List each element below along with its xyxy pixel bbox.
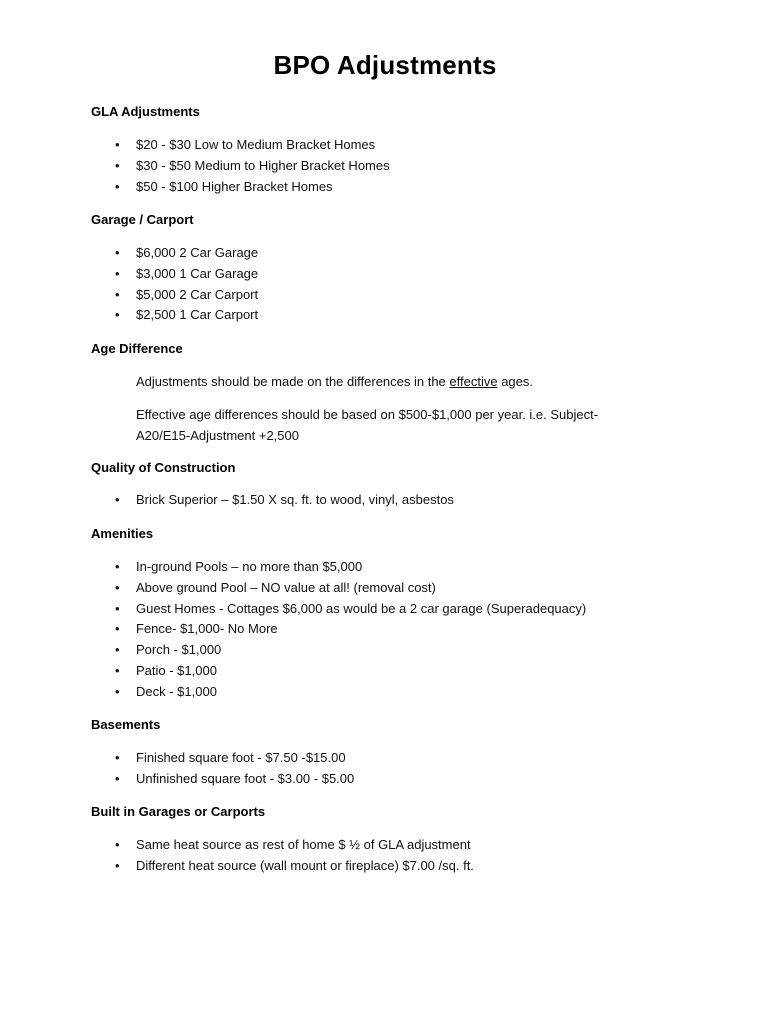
list-item [91, 243, 258, 264]
list-item [91, 264, 258, 285]
list-item [91, 748, 354, 769]
list-item [91, 661, 586, 682]
basements-list [91, 748, 354, 790]
section-heading-built-in: Built in Garages or Carports [91, 804, 266, 819]
list-item-text: $30 - $50 Medium to Higher Bracket Homes [136, 157, 390, 173]
list-item [91, 769, 354, 790]
gla-list [91, 135, 390, 197]
list-item-text: Porch - $1,000 [136, 642, 222, 658]
list-item [91, 177, 390, 198]
list-item [91, 490, 454, 511]
list-item [91, 156, 390, 177]
list-item-text: $3,000 1 Car Garage [136, 265, 259, 281]
section-heading-amenities: Amenities [91, 526, 154, 541]
list-item [91, 835, 474, 856]
age-paragraph-1 [136, 372, 656, 393]
bullet-icon: • [115, 137, 120, 152]
section-heading-basements: Basements [91, 717, 161, 732]
list-item-text: Unfinished square foot - $3.00 - $5.00 [136, 770, 355, 786]
list-item-text: $20 - $30 Low to Medium Bracket Homes [136, 137, 376, 152]
list-item-text: In-ground Pools – no more than $5,000 [136, 559, 363, 574]
bullet-icon: • [115, 750, 120, 765]
bullet-icon: • [115, 579, 120, 595]
list-item-text: $50 - $100 Higher Bracket Homes [136, 178, 333, 194]
list-item-text: Fence- $1,000- No More [136, 621, 278, 637]
list-item-text: Same heat source as rest of home $ ½ of GLA adjustment [136, 837, 471, 852]
bullet-icon: • [115, 559, 120, 574]
list-item [91, 599, 586, 620]
list-item-text: $2,500 1 Car Carport [136, 307, 259, 323]
bullet-icon: • [115, 683, 120, 699]
age-text-underlined: effective [449, 374, 498, 389]
age-paragraph-2: Effective age differences should be based on $500-$1,000 per year. i.e. Subject-A20/E15-Adjustment +2,500 [136, 407, 599, 443]
age-text-after: ages. [497, 374, 534, 389]
list-item [91, 557, 586, 578]
amenities-list [91, 557, 586, 703]
bullet-icon: • [115, 178, 120, 194]
list-item-text: $6,000 2 Car Garage [136, 245, 259, 260]
bullet-icon: • [115, 600, 120, 616]
bullet-icon: • [115, 492, 120, 507]
list-item [91, 285, 258, 306]
list-item-text: Brick Superior – $1.50 X sq. ft. to wood, vinyl, asbestos [136, 492, 454, 507]
bullet-icon: • [115, 307, 120, 323]
list-item [91, 578, 586, 599]
bullet-icon: • [115, 621, 120, 637]
list-item-text: Guest Homes - Cottages $6,000 as would be a 2 car garage (Superadequacy) [136, 600, 587, 616]
list-item-text: Above ground Pool – NO value at all! (removal cost) [136, 579, 436, 595]
bullet-icon: • [115, 245, 120, 260]
garage-list [91, 243, 258, 326]
list-item [91, 135, 390, 156]
list-item-text: Patio - $1,000 [136, 662, 217, 678]
bullet-icon: • [115, 157, 120, 173]
page-title: BPO Adjustments [273, 50, 497, 80]
bullet-icon: • [115, 770, 120, 786]
list-item [91, 640, 586, 661]
quality-list [91, 490, 454, 511]
bullet-icon: • [115, 265, 120, 281]
built-in-list [91, 835, 474, 877]
bullet-icon: • [115, 857, 120, 873]
list-item-text: $5,000 2 Car Carport [136, 286, 259, 302]
list-item-text: Different heat source (wall mount or fireplace) $7.00 /sq. ft. [136, 857, 474, 873]
bullet-icon: • [115, 837, 120, 852]
section-heading-age: Age Difference [91, 341, 183, 356]
list-item-text: Finished square foot - $7.50 -$15.00 [136, 750, 346, 765]
section-heading-garage: Garage / Carport [91, 212, 194, 227]
list-item [91, 682, 586, 703]
bullet-icon: • [115, 286, 120, 302]
list-item-text: Deck - $1,000 [136, 683, 217, 699]
section-heading-gla: GLA Adjustments [91, 104, 200, 119]
section-heading-quality: Quality of Construction [91, 460, 236, 475]
list-item [91, 305, 258, 326]
bullet-icon: • [115, 642, 120, 658]
age-text-before: Adjustments should be made on the differences in the [136, 374, 450, 389]
list-item [91, 856, 474, 877]
list-item [91, 619, 586, 640]
bullet-icon: • [115, 662, 120, 678]
